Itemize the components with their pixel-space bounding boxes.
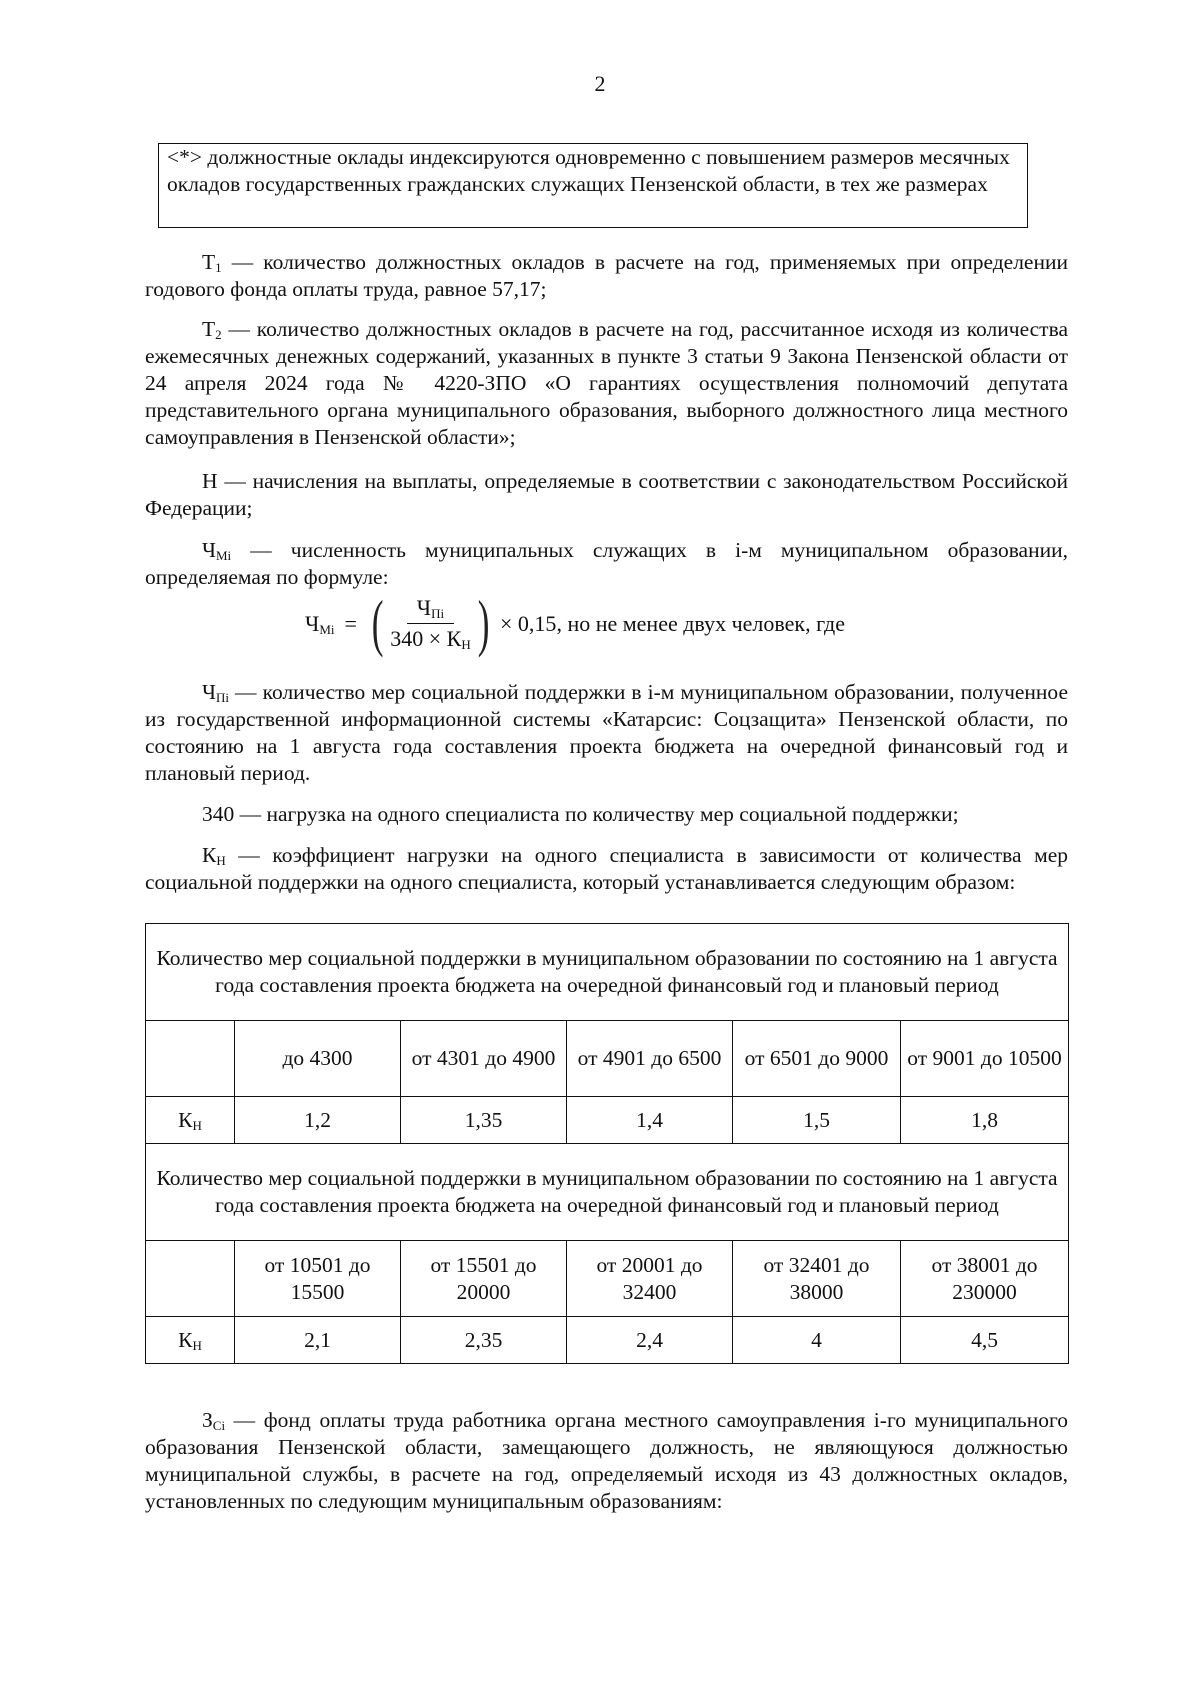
table-value-cell: 1,35	[401, 1097, 567, 1144]
symbol-subscript: Мi	[215, 548, 232, 563]
symbol: Ч	[202, 538, 216, 562]
table-range-cell: от 4901 до 6500	[567, 1021, 733, 1097]
fraction-numerator	[407, 595, 454, 624]
table-value-cell: 1,4	[567, 1097, 733, 1144]
table-header-cell: Количество мер социальной поддержки в муниципальном образовании по состоянию на 1 августа года составления проекта бюджета на очередной финансовый год и плановый период	[146, 1144, 1069, 1241]
coefficient-table-body	[146, 924, 1069, 1364]
definition-text: — численность муниципальных служащих в i-м муниципальном образовании, определяемая по формуле:	[145, 538, 1068, 589]
left-paren: (	[371, 587, 384, 658]
denominator-text: 340 × К	[390, 625, 462, 651]
symbol: К	[202, 843, 217, 867]
symbol-subscript: Н	[216, 853, 226, 868]
row-label-subscript: Н	[192, 1117, 202, 1133]
definition-kn	[145, 842, 1068, 896]
table-value-cell: 2,4	[567, 1317, 733, 1364]
table-range-cell: от 15501 до 20000	[401, 1241, 567, 1317]
definition-zci	[145, 1407, 1068, 1515]
definition-text: — количество мер социальной поддержки в i-м муниципальном образовании, полученное из государственной информационной системы «Катарсис: Соцзащита» Пензенской области, по состоянию на 1 августа года составления проекта бюджета на очередной финансовый год и плановый период.	[145, 680, 1068, 785]
table-header-cell: Количество мер социальной поддержки в муниципальном образовании по состоянию на 1 августа года составления проекта бюджета на очередной финансовый год и плановый период	[146, 924, 1069, 1021]
definition-t2	[145, 316, 1068, 451]
symbol: Ч	[202, 680, 216, 704]
table-empty-cell	[146, 1021, 235, 1097]
table-range-cell: от 6501 до 9000	[733, 1021, 901, 1097]
definition-340	[145, 801, 1068, 828]
formula-tail: , но не менее двух человек, где	[556, 610, 845, 636]
table-range-cell: от 38001 до 230000	[901, 1241, 1069, 1317]
table-value-cell: 1,2	[235, 1097, 401, 1144]
definition-text: Н — начисления на выплаты, определяемые в соответствии с законодательством Российской Федерации;	[145, 469, 1068, 520]
formula-multiplier: × 0,15	[500, 610, 557, 636]
table-range-cell: от 20001 до 32400	[567, 1241, 733, 1317]
symbol-subscript: Сi	[212, 1418, 226, 1433]
right-paren: )	[477, 587, 490, 658]
row-label-symbol: К	[178, 1327, 193, 1352]
symbol-subscript: 2	[215, 327, 222, 342]
table-value-cell: 1,8	[901, 1097, 1069, 1144]
definition-t1	[145, 249, 1068, 303]
table-value-row	[146, 1097, 1069, 1144]
definition-n	[145, 468, 1068, 522]
table-row-label	[146, 1317, 235, 1364]
footnote-box: <*> должностные оклады индексируются одновременно с повышением размеров месячных окладов государственных гражданских служащих Пензенской области, в тех же размерах	[158, 143, 1028, 228]
fraction-denominator	[390, 624, 470, 652]
symbol: Т	[202, 250, 216, 274]
formula-lhs-symbol: Ч	[305, 610, 320, 636]
table-value-cell: 4,5	[901, 1317, 1069, 1364]
table-row-label	[146, 1097, 235, 1144]
table-header-row	[146, 1144, 1069, 1241]
definition-text: — количество должностных окладов в расчете на год, рассчитанное исходя из количества ежемесячных денежных содержаний, указанных в пункте 3 статьи 9 Закона Пензенской области от 24 апреля 2024 года № 4220-ЗПО «О гарантиях осуществления полномочий депутата представительного органа муниципального образования, выборного должностного лица местного самоуправления в Пензенской области»;	[145, 317, 1068, 449]
coefficient-table	[145, 923, 1069, 1364]
symbol-subscript: 1	[215, 260, 222, 275]
table-value-cell: 1,5	[733, 1097, 901, 1144]
row-label-symbol: К	[178, 1107, 193, 1132]
page-number: 2	[594, 71, 606, 96]
symbol: Т	[202, 317, 216, 341]
table-range-cell: от 9001 до 10500	[901, 1021, 1069, 1097]
definition-text: — фонд оплаты труда работника органа местного самоуправления i-го муниципального образования Пензенской области, замещающего должность, не являющуюся должностью муниципальной службы, в расчете на год, определяемый исходя из 43 должностных окладов, установленных по следующим муниципальным образованиям:	[145, 1408, 1068, 1513]
numerator-subscript: Пi	[431, 605, 445, 621]
table-value-row	[146, 1317, 1069, 1364]
table-range-cell: от 32401 до 38000	[733, 1241, 901, 1317]
formula-lhs	[305, 610, 334, 637]
definition-chp	[145, 679, 1068, 787]
formula	[305, 588, 925, 658]
table-header-row	[146, 924, 1069, 1021]
table-range-row	[146, 1021, 1069, 1097]
table-range-cell: до 4300	[235, 1021, 401, 1097]
definition-text: — количество должностных окладов в расчете на год, применяемых при определении годового фонда оплаты труда, равное 57,17;	[145, 250, 1068, 301]
formula-lhs-subscript: Mi	[319, 621, 335, 637]
table-value-cell: 2,35	[401, 1317, 567, 1364]
table-range-row	[146, 1241, 1069, 1317]
definition-chm	[145, 537, 1068, 591]
table-empty-cell	[146, 1241, 235, 1317]
table-range-cell: от 4301 до 4900	[401, 1021, 567, 1097]
denominator-subscript: Н	[461, 636, 471, 652]
symbol-subscript: Пi	[215, 690, 229, 705]
definition-text: — коэффициент нагрузки на одного специалиста в зависимости от количества мер социальной поддержки на одного специалиста, который устанавливается следующим образом:	[145, 843, 1068, 894]
symbol: З	[202, 1408, 213, 1432]
table-value-cell: 4	[733, 1317, 901, 1364]
formula-fraction	[390, 595, 470, 652]
row-label-subscript: Н	[192, 1337, 202, 1353]
table-value-cell: 2,1	[235, 1317, 401, 1364]
formula-equals: =	[344, 610, 357, 636]
numerator-symbol: Ч	[416, 594, 432, 620]
definition-text: 340 — нагрузка на одного специалиста по количеству мер социальной поддержки;	[202, 802, 959, 826]
table-range-cell: от 10501 до 15500	[235, 1241, 401, 1317]
